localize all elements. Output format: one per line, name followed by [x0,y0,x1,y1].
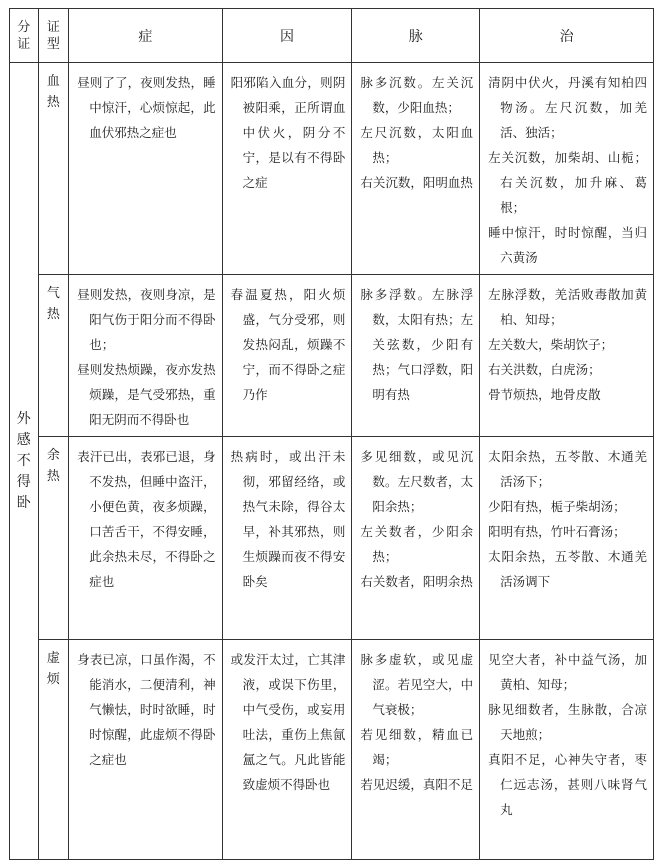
type-char: 热 [46,307,60,322]
row-xuere [10,63,654,275]
symptom-cell [69,640,222,860]
category-char: 得 [16,473,31,490]
header-fen-char: 分 [17,19,31,35]
pulse-cell [352,63,480,275]
type-char: 虚 [46,651,60,666]
header-fenzheng [10,9,39,63]
row-yure [10,437,654,640]
treatment-text: 左关数大，柴胡饮子； [488,337,614,352]
symptom-text: 昼则了了，夜则发热，睡中惊汗，心烦惊起，此血伏邪热之症也 [77,75,216,140]
treatment-text: 真阳不足，心神失守者，枣仁远志汤，甚则八味肾气丸 [488,752,647,817]
header-zheng-char: 型 [46,36,60,52]
cause-cell [222,640,352,860]
symptom-text: 昼则发热烦躁，夜亦发热烦躁，是气受邪热，重阳无阴而不得卧也 [77,362,216,427]
type-cell [38,437,69,640]
header-fen-char: 证 [17,36,31,52]
cause-text: 热病时，或出汗未彻，邪留经络，或热气未除，得谷太早，补其邪热，则生烦躁而夜不得安卧矣 [230,449,346,589]
type-char: 热 [46,95,60,110]
pulse-text: 多见细数，或见沉数。左尺数者，太阳余热； [360,449,474,514]
treatment-cell [480,63,654,275]
symptom-cell [69,63,222,275]
treatment-text: 脉见细数者，生脉散，合凉天地煎； [488,702,647,742]
treatment-text: 清阴中伏火，丹溪有知柏四物汤。左尺沉数，加羌活、独活； [488,75,647,140]
header-zhengxing [38,9,69,63]
pulse-text: 脉多沉数。左关沉数，少阳血热； [360,75,474,115]
treatment-cell [480,640,654,860]
treatment-text: 见空大者，补中益气汤，加黄柏、知母； [488,652,647,692]
category-char: 感 [16,431,31,448]
pulse-cell [352,640,480,860]
category-char: 不 [16,452,31,469]
type-char: 热 [46,469,60,484]
treatment-text: 左关沉数，加柴胡、山栀；右关沉数，加升麻、葛根； [488,150,647,215]
header-treatment: 治 [480,9,654,63]
pulse-text: 脉多虚软，或见虚涩。若见空大，中气衰极； [360,652,474,717]
pulse-cell [352,437,480,640]
symptom-cell [69,275,222,437]
pulse-cell [352,275,480,437]
type-char: 余 [46,448,60,463]
symptom-text: 身表已凉，口虽作渴，不能消水，二便清利，神气懒怯，时时欲睡，时时惊醒，此虚烦不得卧之症也 [77,652,216,767]
treatment-text: 少阳有热，栀子柴胡汤； [488,499,626,514]
cause-text: 或发汗太过，亡其津液，或误下伤里，中气受伤，或妄用吐法，重伤上焦氤氲之气。凡此皆能致虚烦不得卧也 [230,652,346,792]
treatment-text: 阳明有热，竹叶石膏汤； [488,524,626,539]
category-cell [10,63,39,860]
header-symptom: 症 [69,9,222,63]
pulse-text: 若见迟缓，真阳不足 [360,777,473,792]
symptom-cell [69,437,222,640]
header-row [10,9,654,63]
treatment-cell [480,275,654,437]
treatment-text: 右关洪数，白虎汤； [488,362,601,377]
type-char: 血 [46,74,60,89]
row-xufan [10,640,654,860]
pulse-text: 脉多浮数。左脉浮数，太阳有热；左关弦数，少阳有热；气口浮数，阳明有热 [360,287,474,402]
header-zheng-char: 证 [46,19,60,35]
category-char: 卧 [16,494,31,511]
pulse-text: 左关数者，少阳余热； [360,524,474,564]
cause-text: 春温夏热，阳火烦盛，气分受邪，则发热闷乱，烦躁不宁，而不得卧之症乃作 [230,287,346,402]
pulse-text: 右关沉数，阳明血热 [360,175,473,190]
cause-cell [222,437,352,640]
treatment-text: 太阳余热，五苓散、木通羌活汤调下 [488,549,647,589]
type-char: 气 [46,286,60,301]
category-char: 外 [16,410,31,427]
symptom-text: 昼则发热，夜则身凉，是阳气伤于阳分而不得卧也； [77,287,216,352]
treatment-cell [480,437,654,640]
header-pulse: 脉 [352,9,480,63]
pulse-text: 右关数者，阳明余热 [360,574,473,589]
syndrome-table [9,8,654,860]
treatment-text: 睡中惊汗，时时惊醒，当归六黄汤 [488,225,647,265]
header-cause: 因 [222,9,352,63]
type-cell [38,275,69,437]
symptom-text: 表汗已出，表邪已退，身不发热，但睡中盗汗，小便色黄，夜多烦躁，口苦舌干，不得安睡，此余热未尽，不得卧之症也 [77,449,216,589]
cause-cell [222,63,352,275]
pulse-text: 左尺沉数，太阳血热； [360,125,474,165]
type-char: 烦 [46,672,60,687]
pulse-text: 若见细数，精血已竭； [360,727,474,767]
treatment-text: 骨节烦热，地骨皮散 [488,387,601,402]
cause-cell [222,275,352,437]
row-qire [10,275,654,437]
cause-text: 阳邪陷入血分，则阴被阳乘，正所谓血中伏火，阴分不宁，是以有不得卧之症 [230,75,346,190]
treatment-text: 左脉浮数，羌活败毒散加黄柏、知母； [488,287,647,327]
type-cell [38,63,69,275]
treatment-text: 太阳余热，五苓散、木通羌活汤下； [488,449,647,489]
type-cell [38,640,69,860]
